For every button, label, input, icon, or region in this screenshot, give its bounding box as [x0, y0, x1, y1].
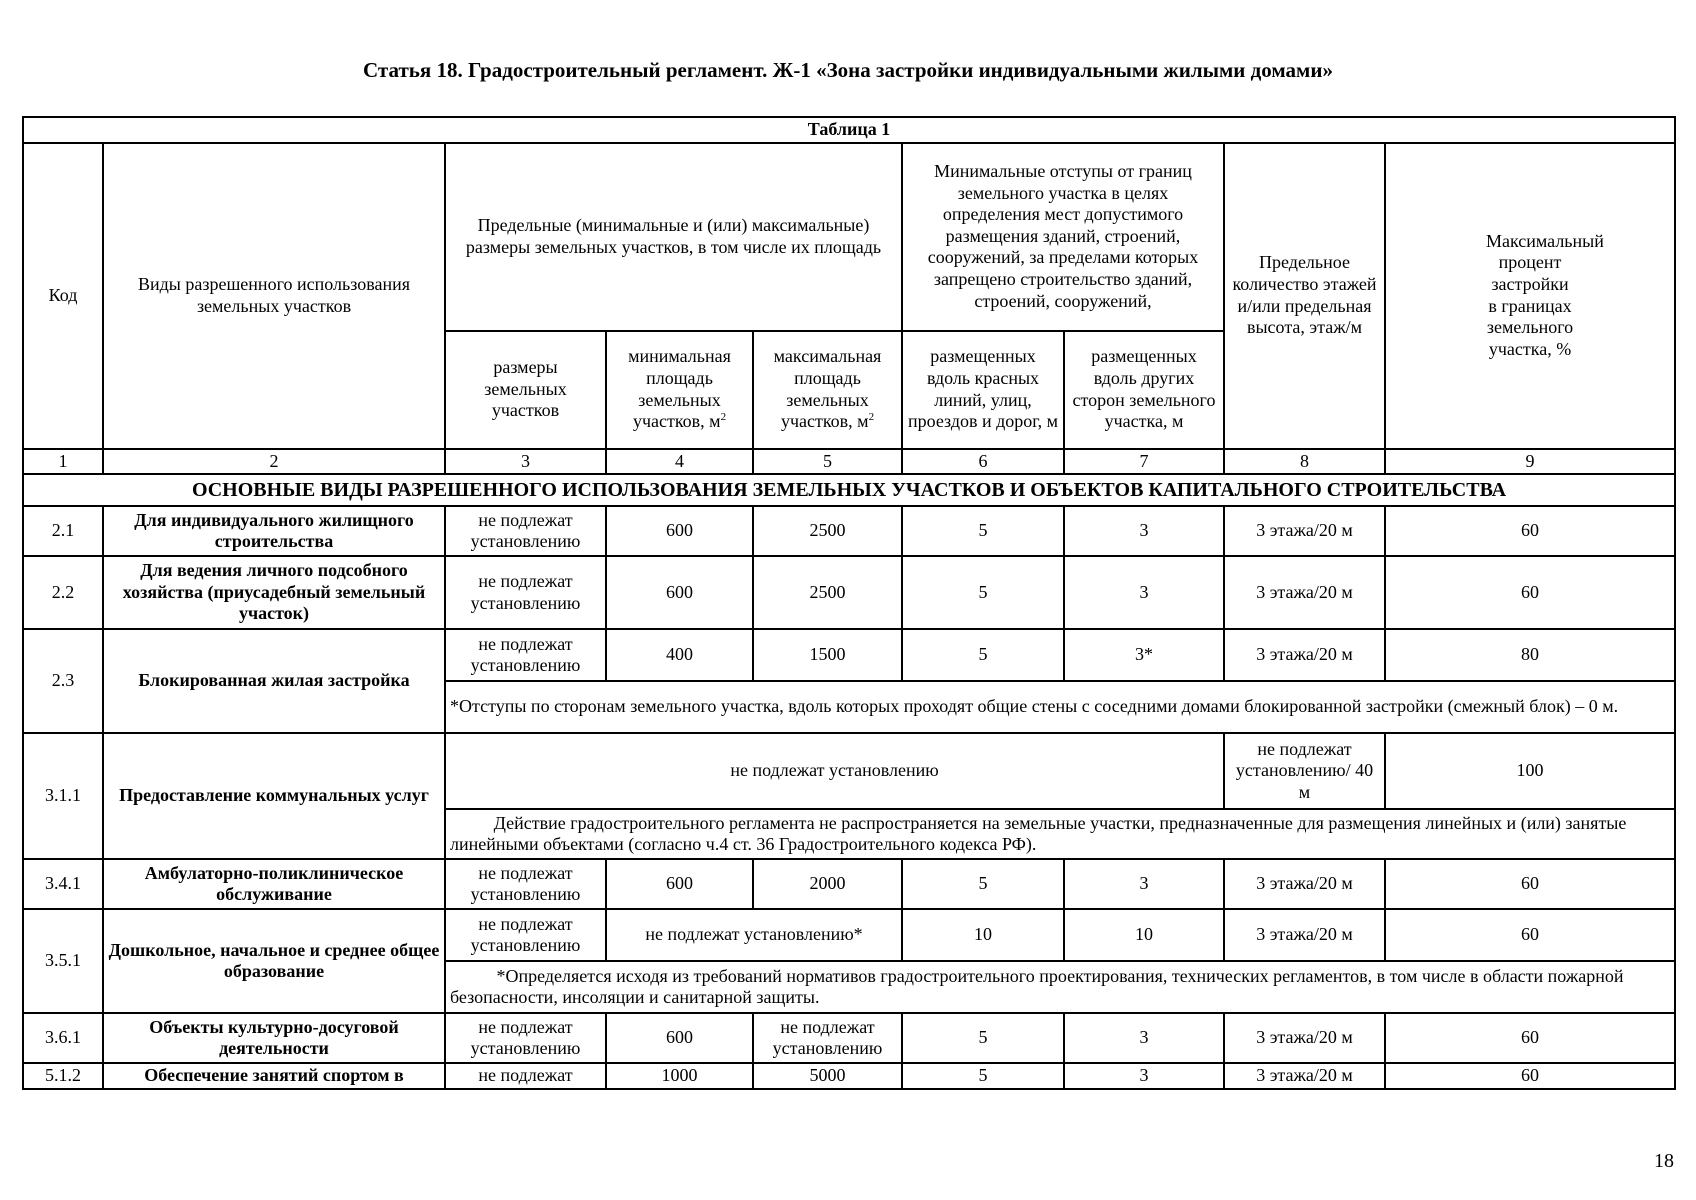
row-code: 5.1.2	[23, 1063, 103, 1089]
row-floors: 3 этажа/20 м	[1224, 556, 1385, 629]
header-min-area-text: минимальная площадь земельных участков, м	[628, 346, 731, 432]
table-row	[23, 629, 1675, 681]
row-name: Дошкольное, начальное и среднее общее образование	[103, 909, 445, 1013]
row-setback-red: 5	[902, 556, 1064, 629]
row-floors: 3 этажа/20 м	[1224, 1013, 1385, 1063]
row-code: 3.5.1	[23, 909, 103, 1013]
row-coverage: 60	[1385, 506, 1675, 556]
row-coverage: 60	[1385, 909, 1675, 961]
row-name: Объекты культурно-досуговой деятельности	[103, 1013, 445, 1063]
col-number: 9	[1385, 449, 1675, 475]
row-code: 3.1.1	[23, 733, 103, 859]
header-floors: Предельное количество этажей и/или предельная высота, этаж/м	[1224, 143, 1385, 449]
header-min-area-sup: 2	[720, 411, 727, 424]
col-number: 5	[753, 449, 902, 475]
row-sizes: не подлежат установлению	[445, 629, 606, 681]
row-code: 2.3	[23, 629, 103, 733]
row-max-area: 5000	[753, 1063, 902, 1089]
row-setback-other: 3*	[1064, 629, 1224, 681]
row-min-area: 400	[606, 629, 753, 681]
row-setback-red: 5	[902, 1063, 1064, 1089]
row-name: Для ведения личного подсобного хозяйства (приусадебный земельный участок)	[103, 556, 445, 629]
row-setback-red: 5	[902, 1013, 1064, 1063]
row-floors: 3 этажа/20 м	[1224, 506, 1385, 556]
row-setback-other: 10	[1064, 909, 1224, 961]
row-coverage: 100	[1385, 733, 1675, 809]
table-row	[23, 556, 1675, 629]
row-setback-other: 3	[1064, 1013, 1224, 1063]
row-floors: 3 этажа/20 м	[1224, 1063, 1385, 1089]
row-name: Предоставление коммунальных услуг	[103, 733, 445, 859]
row-name: Блокированная жилая застройка	[103, 629, 445, 733]
table-row	[23, 909, 1675, 961]
section-title: ОСНОВНЫЕ ВИДЫ РАЗРЕШЕННОГО ИСПОЛЬЗОВАНИЯ ЗЕМЕЛЬНЫХ УЧАСТКОВ И ОБЪЕКТОВ КАПИТАЛЬНОГО СТРОИТЕЛЬСТВА	[23, 474, 1675, 506]
row-name: Для индивидуального жилищного строительства	[103, 506, 445, 556]
table-label: Таблица 1	[23, 117, 1675, 143]
row-min-area: 600	[606, 506, 753, 556]
header-max-area-sup: 2	[868, 411, 875, 424]
page-title: Статья 18. Градостроительный регламент. Ж-1 «Зона застройки индивидуальными жилыми домами»	[363, 58, 1333, 82]
row-name: Обеспечение занятий спортом в	[103, 1063, 445, 1089]
header-coverage: Максимальный процент застройки в границах земельного участка, %	[1385, 143, 1675, 449]
regulation-table	[22, 116, 1676, 1090]
row-floors: 3 этажа/20 м	[1224, 629, 1385, 681]
row-sizes: не подлежат установлению	[445, 556, 606, 629]
col-number: 4	[606, 449, 753, 475]
row-setback-other: 3	[1064, 1063, 1224, 1089]
row-sizes: не подлежат установлению	[445, 859, 606, 909]
row-note: *Определяется исходя из требований нормативов градостроительного проектирования, технических регламентов, в том числе в области пожарной безопасности, инсоляции и санитарной защиты.	[445, 961, 1675, 1013]
row-coverage: 60	[1385, 556, 1675, 629]
col-number: 7	[1064, 449, 1224, 475]
row-coverage: 60	[1385, 1063, 1675, 1089]
row-area-merged: не подлежат установлению*	[606, 909, 902, 961]
row-floors: 3 этажа/20 м	[1224, 859, 1385, 909]
row-code: 3.6.1	[23, 1013, 103, 1063]
row-note: Действие градостроительного регламента не распространяется на земельные участки, предназначенные для размещения линейных и (или) занятые линейными объектами (согласно ч.4 ст. 36 Градостроительного кодекса РФ).	[445, 809, 1675, 859]
row-sizes: не подлежат	[445, 1063, 606, 1089]
header-limit-sizes: Предельные (минимальные и (или) максимальные) размеры земельных участков, в том числе их площадь	[445, 143, 902, 331]
row-max-area: 2000	[753, 859, 902, 909]
header-sizes: размеры земельных участков	[445, 331, 606, 449]
row-setback-other: 3	[1064, 859, 1224, 909]
row-max-area: 1500	[753, 629, 902, 681]
table-row	[23, 1063, 1675, 1089]
table-row	[23, 859, 1675, 909]
table-row	[23, 506, 1675, 556]
row-floors: не подлежат установлению/ 40 м	[1224, 733, 1385, 809]
row-setback-other: 3	[1064, 556, 1224, 629]
row-setback-red: 5	[902, 859, 1064, 909]
row-setback-red: 5	[902, 629, 1064, 681]
row-coverage: 60	[1385, 859, 1675, 909]
row-max-area: 2500	[753, 506, 902, 556]
column-number-row	[23, 449, 1675, 475]
row-max-area: 2500	[753, 556, 902, 629]
row-name: Амбулаторно-поликлиническое обслуживание	[103, 859, 445, 909]
header-max-area	[753, 331, 902, 449]
row-merged-value: не подлежат установлению	[445, 733, 1224, 809]
col-number: 1	[23, 449, 103, 475]
row-floors: 3 этажа/20 м	[1224, 909, 1385, 961]
header-min-area	[606, 331, 753, 449]
row-setback-red: 10	[902, 909, 1064, 961]
col-number: 2	[103, 449, 445, 475]
col-number: 6	[902, 449, 1064, 475]
row-note: *Отступы по сторонам земельного участка, вдоль которых проходят общие стены с соседними домами блокированной застройки (смежный блок) – 0 м.	[445, 681, 1675, 733]
row-code: 3.4.1	[23, 859, 103, 909]
row-min-area: 1000	[606, 1063, 753, 1089]
row-sizes: не подлежат установлению	[445, 1013, 606, 1063]
row-coverage: 60	[1385, 1013, 1675, 1063]
row-coverage: 80	[1385, 629, 1675, 681]
row-code: 2.2	[23, 556, 103, 629]
row-setback-red: 5	[902, 506, 1064, 556]
header-setback-other: размещенных вдоль других сторон земельного участка, м	[1064, 331, 1224, 449]
row-min-area: 600	[606, 859, 753, 909]
row-code: 2.1	[23, 506, 103, 556]
col-number: 8	[1224, 449, 1385, 475]
header-use-type: Виды разрешенного использования земельных участков	[103, 143, 445, 449]
row-min-area: 600	[606, 1013, 753, 1063]
table-row	[23, 733, 1675, 809]
page-number: 18	[1654, 1150, 1674, 1172]
row-min-area: 600	[606, 556, 753, 629]
header-setbacks: Минимальные отступы от границ земельного участка в целях определения мест допустимого размещения зданий, строений, сооружений, за пределами которых запрещено строительство зданий, строений, сооружений,	[902, 143, 1224, 331]
table-row	[23, 1013, 1675, 1063]
row-sizes: не подлежат установлению	[445, 506, 606, 556]
row-setback-other: 3	[1064, 506, 1224, 556]
col-number: 3	[445, 449, 606, 475]
header-code: Код	[23, 143, 103, 449]
row-sizes: не подлежат установлению	[445, 909, 606, 961]
header-max-area-text: максимальная площадь земельных участков, м	[773, 346, 882, 432]
row-max-area: не подлежат установлению	[753, 1013, 902, 1063]
header-setback-red: размещенных вдоль красных линий, улиц, проездов и дорог, м	[902, 331, 1064, 449]
